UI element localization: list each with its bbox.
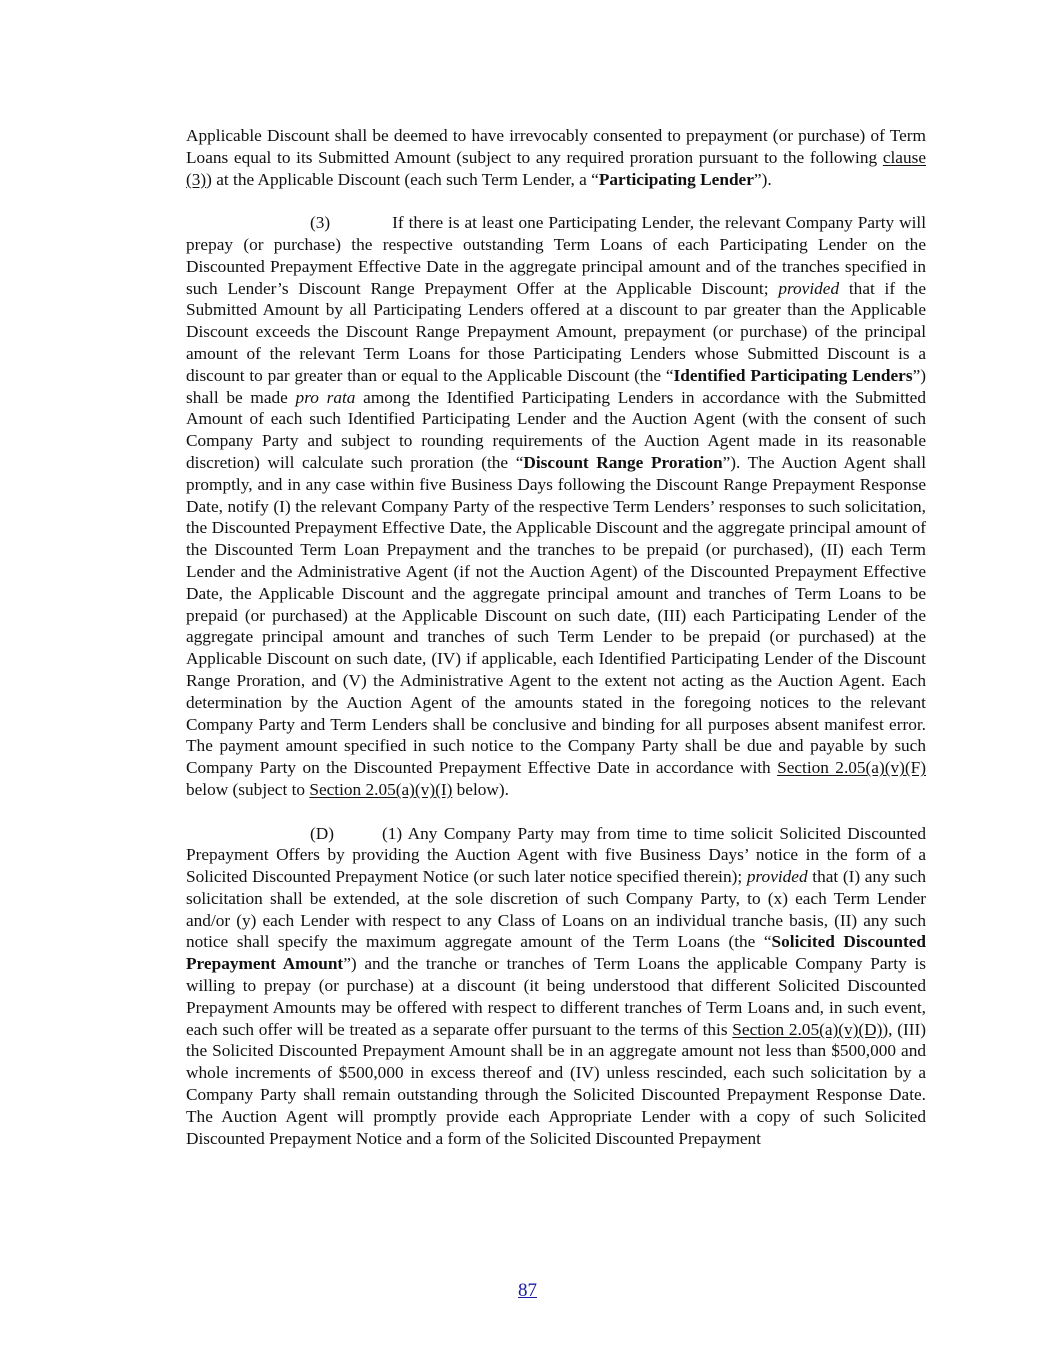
clause-label: (3) <box>310 213 331 233</box>
defined-term-identified-participating-lenders: Identified Participating Lenders <box>673 365 913 385</box>
section-reference-i[interactable]: Section 2.05(a)(v)(I) <box>309 779 453 799</box>
section-reference-d[interactable]: Section 2.05(a)(v)(D) <box>732 1019 883 1039</box>
text: below (subject to <box>186 779 310 799</box>
page-number-link[interactable]: 87 <box>518 1280 537 1301</box>
text: that (I) any such solicitation shall be extended, at the sole discretion of such Company Party, to (x) each Term Lender and/or (y) each Lender with respect to any Class of Loans on an individual tranche basis, (II) any such notice shall specify the maximum aggregate amount of the Term Loans (the “ <box>186 867 926 952</box>
text: ”). <box>753 169 772 189</box>
clause-label: (D) <box>310 823 334 843</box>
paragraph-participating-lender <box>186 125 926 190</box>
clause-3-reference[interactable]: clause (3) <box>186 147 926 189</box>
text: If there is at least one Participating Lender, the relevant Company Party will prepay (or purchase) the respective outstanding Term Loans of each Participating Lender on the Discounted Prepayment Effective Date in the aggregate principal amount and of the tranches specified in such Lender’s Discount Range Prepayment Offer at the Applicable Discount; <box>186 213 926 298</box>
pro-rata-italic: pro rata <box>295 387 356 407</box>
provided-italic: provided <box>746 867 808 887</box>
section-reference-f[interactable]: Section 2.05(a)(v)(F) <box>777 758 926 778</box>
page-footer <box>0 1280 1055 1302</box>
text: ”) and the tranche or tranches of Term Loans the applicable Company Party is willing to prepay (or purchase) at a discount (it being understood that different Solicited Discounted Prepayment Amounts may be offered with respect to different tranches of Term Loans and, in such event, each such offer will be treated as a separate offer pursuant to the terms of this <box>186 954 926 1039</box>
text: that if the Submitted Amount by all Participating Lenders offered at a discount to par greater than the Applicable Discount exceeds the Discount Range Prepayment Amount, prepayment (or purchase) of the principal amount of the relevant Term Loans for those Participating Lenders whose Submitted Discount is a discount to par greater than or equal to the Applicable Discount (the “ <box>186 278 926 385</box>
defined-term-discount-range-proration: Discount Range Proration <box>523 452 723 472</box>
text: (1) Any Company Party may from time to time solicit Solicited Discounted Prepayment Offers by providing the Auction Agent with five Business Days’ notice in the form of a Solicited Discounted Prepayment Notice (or such later notice specified therein); <box>186 823 926 887</box>
text: ) at the Applicable Discount (each such Term Lender, a “ <box>206 169 599 189</box>
paragraph-clause-3 <box>186 212 926 801</box>
document-page <box>186 125 926 1171</box>
text: ”). The Auction Agent shall promptly, and in any case within five Business Days following the Discount Range Prepayment Response Date, notify (I) the relevant Company Party of the respective Term Lenders’ responses to such solicitation, the Discounted Prepayment Effective Date, the Applicable Discount and the aggregate principal amount of the Discounted Term Loan Prepayment and the tranches to be prepaid (or purchased), (II) each Term Lender and the Administrative Agent (if not the Auction Agent) of the Discounted Prepayment Effective Date, the Applicable Discount and the aggregate principal amount and tranches of Term Loans to be prepaid (or purchased) at the Applicable Discount on such date, (III) each Participating Lender of the aggregate principal amount and tranches of such Term Lender to be prepaid (or purchased) at the Applicable Discount on such date, (IV) if applicable, each Identified Participating Lender of the Discount Range Proration, and (V) the Administrative Agent to the extent not acting as the Auction Agent. Each determination by the Auction Agent of the amounts stated in the foregoing notices to the relevant Company Party and Term Lenders shall be conclusive and binding for all purposes absent manifest error. The payment amount specified in such notice to the Company Party shall be due and payable by such Company Party on the Discounted Prepayment Effective Date in accordance with <box>186 452 926 778</box>
text: ), (III) the Solicited Discounted Prepayment Amount shall be in an aggregate amount not less than $500,000 and whole increments of $500,000 in excess thereof and (IV) unless rescinded, each such solicitation by a Company Party shall remain outstanding through the Solicited Discounted Prepayment Response Date. The Auction Agent will promptly provide each Appropriate Lender with a copy of such Solicited Discounted Prepayment Notice and a form of the Solicited Discounted Prepayment <box>186 1019 927 1148</box>
defined-term-solicited-discounted-prepayment-amount: Solicited Discounted Prepayment Amount <box>186 932 926 974</box>
text: ”) shall be made <box>186 365 926 407</box>
paragraph-clause-d <box>186 823 926 1150</box>
text: below). <box>452 779 509 799</box>
defined-term-participating-lender: Participating Lender <box>598 169 754 189</box>
text: among the Identified Participating Lenders in accordance with the Submitted Amount of each such Identified Participating Lender and the Auction Agent (with the consent of such Company Party and subject to rounding requirements of the Auction Agent made in its reasonable discretion) will calculate such proration (the “ <box>186 387 926 472</box>
provided-italic: provided <box>778 278 840 298</box>
text: Applicable Discount shall be deemed to have irrevocably consented to prepayment (or purchase) of Term Loans equal to its Submitted Amount (subject to any required proration pursuant to the following <box>186 126 926 167</box>
